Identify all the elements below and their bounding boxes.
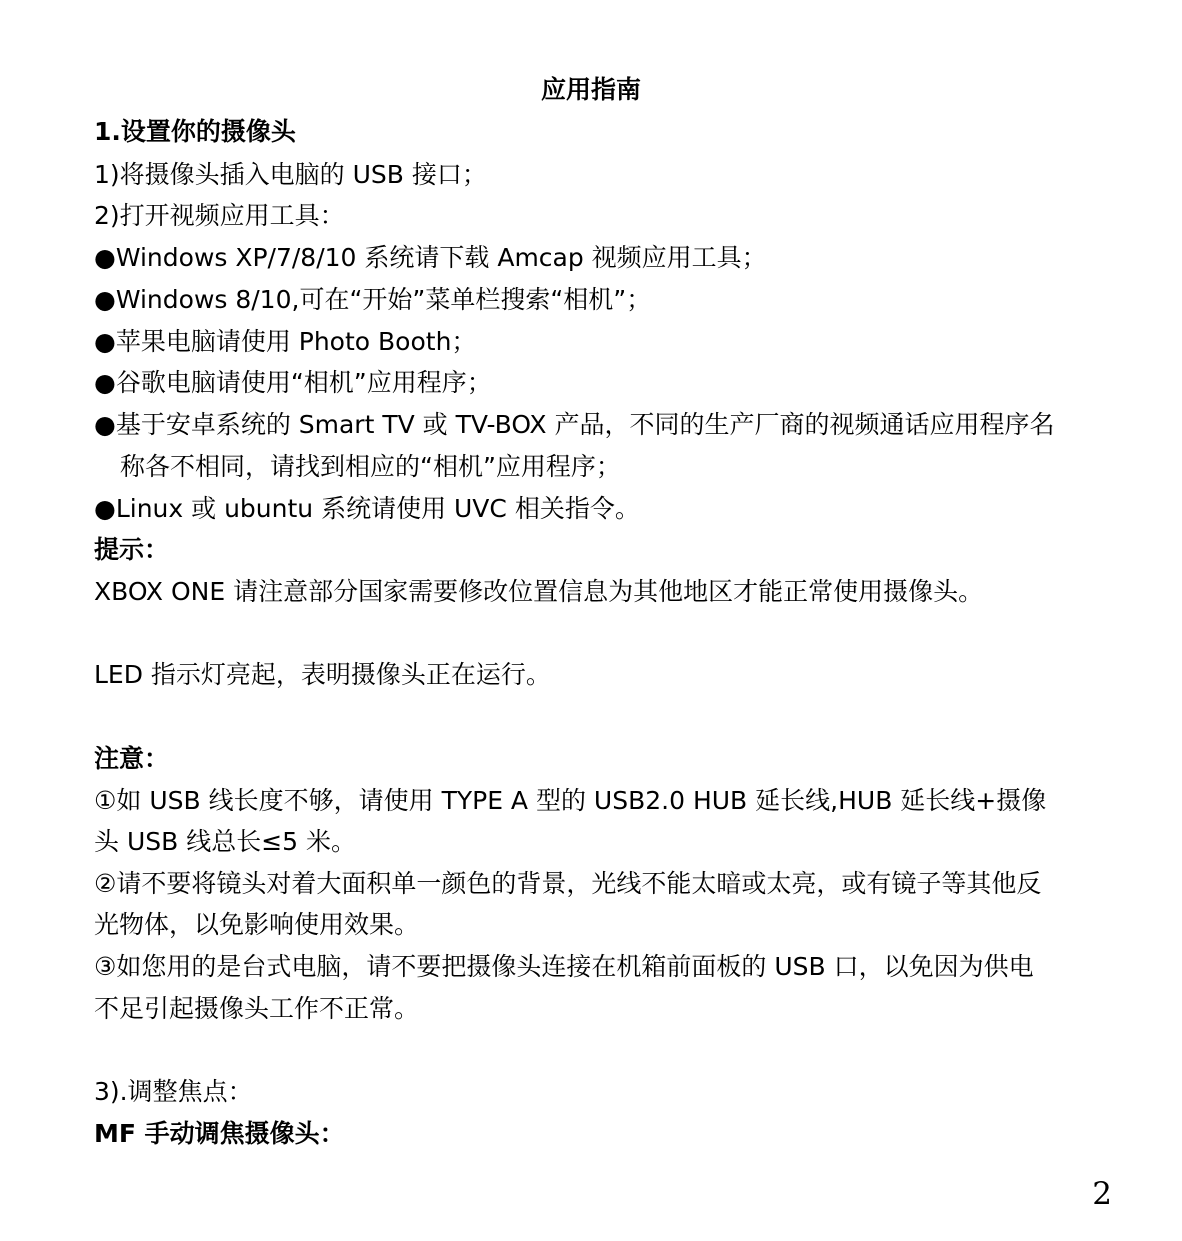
page-title: 应用指南 xyxy=(540,75,641,104)
tip-heading: 提示： xyxy=(94,535,170,564)
page-number: 2 xyxy=(1092,1176,1112,1212)
note-3: ③如您用的是台式电脑，请不要把摄像头连接在机箱前面板的 USB 口，以免因为供电 xyxy=(94,952,1034,981)
led-text: LED 指示灯亮起，表明摄像头正在运行。 xyxy=(94,660,551,689)
bullet-windows-camera: ●Windows 8/10,可在“开始”菜单栏搜索“相机”； xyxy=(94,285,652,314)
note-1: ①如 USB 线长度不够，请使用 TYPE A 型的 USB2.0 HUB 延长线,HUB 延长线+摄像 xyxy=(94,786,1047,815)
note-3-continued: 不足引起摄像头工作不正常。 xyxy=(94,994,420,1023)
step-1: 1)将摄像头插入电脑的 USB 接口； xyxy=(94,160,487,189)
note-heading: 注意： xyxy=(94,744,170,773)
mf-heading: MF 手动调焦摄像头： xyxy=(94,1119,345,1148)
note-1-continued: 头 USB 线总长≤5 米。 xyxy=(94,827,357,856)
note-2: ②请不要将镜头对着大面积单一颜色的背景，光线不能太暗或太亮，或有镜子等其他反 xyxy=(94,869,1042,898)
tip-text: XBOX ONE 请注意部分国家需要修改位置信息为其他地区才能正常使用摄像头。 xyxy=(94,577,984,606)
section-heading: 1.设置你的摄像头 xyxy=(94,117,296,146)
bullet-android-tv-continued: 称各不相同，请找到相应的“相机”应用程序； xyxy=(120,452,621,481)
bullet-android-tv: ●基于安卓系统的 Smart TV 或 TV-BOX 产品，不同的生产厂商的视频通话应用程序名 xyxy=(94,410,1055,439)
note-2-continued: 光物体，以免影响使用效果。 xyxy=(94,910,420,939)
bullet-amcap: ●Windows XP/7/8/10 系统请下载 Amcap 视频应用工具； xyxy=(94,243,767,272)
bullet-photo-booth: ●苹果电脑请使用 Photo Booth； xyxy=(94,327,477,356)
step-3: 3).调整焦点： xyxy=(94,1077,253,1106)
step-2: 2)打开视频应用工具： xyxy=(94,201,345,230)
bullet-linux: ●Linux 或 ubuntu 系统请使用 UVC 相关指令。 xyxy=(94,494,640,523)
bullet-google-camera: ●谷歌电脑请使用“相机”应用程序； xyxy=(94,368,492,397)
